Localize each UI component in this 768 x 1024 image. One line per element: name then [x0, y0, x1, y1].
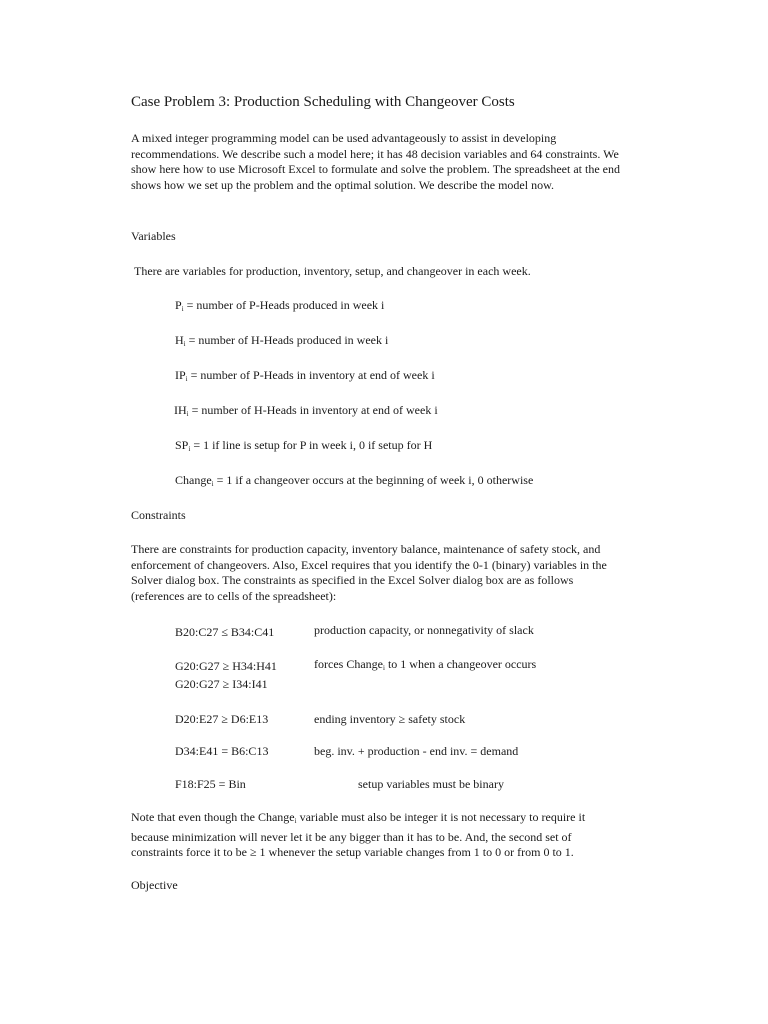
constraint-description: setup variables must be binary [358, 777, 504, 791]
constraint-subscript: i [382, 664, 385, 672]
variable-sp [175, 438, 432, 453]
variable-symbol: H [175, 333, 184, 347]
variable-definition: = number of P-Heads in inventory at end of week i [187, 368, 435, 382]
variable-h [175, 333, 388, 348]
variable-subscript: i [186, 410, 189, 418]
constraint-description-text: to 1 when a changeover occurs [384, 657, 537, 671]
intro-paragraph: A mixed integer programming model can be used advantageously to assist in developing recommendations. We describe such a model here; it has 48 decision variables and 64 constraints. We show here how to use Microsoft Excel to formulate and solve the problem. The spreadsheet at the end shows how we set up the problem and the optimal solution. We describe the model now. [131, 131, 620, 192]
variable-symbol: P [175, 298, 182, 312]
constraint-description: ending inventory ≥ safety stock [314, 712, 466, 726]
variable-ih [174, 403, 438, 418]
constraint-expression: B20:C27 ≤ B34:C41 [175, 625, 275, 639]
variable-definition: = number of P-Heads produced in week i [183, 298, 385, 312]
variable-symbol: SP [175, 438, 189, 452]
variable-symbol: IP [175, 368, 186, 382]
variable-subscript: i [185, 375, 188, 383]
variable-change [175, 473, 533, 488]
variable-definition: = number of H-Heads in inventory at end of week i [188, 403, 438, 417]
constraint-expression: D34:E41 = B6:C13 [175, 744, 269, 758]
note-text: variable must also be integer it is not necessary to require it because minimization will never let it be any bigger than it has to be. And, the second set of constraints force it to be ≥ 1 whenever the setup variable changes from 1 to 0 or from 0 to 1. [131, 810, 586, 859]
variable-ip [175, 368, 435, 383]
variable-definition: = 1 if line is setup for P in week i, 0 if setup for H [190, 438, 433, 452]
variable-p [175, 298, 384, 313]
variable-symbol: Change [175, 473, 212, 487]
page-title: Case Problem 3: Production Scheduling with Changeover Costs [131, 94, 515, 110]
variable-symbol: IH [174, 403, 187, 417]
variable-definition: = number of H-Heads produced in week i [185, 333, 389, 347]
constraint-expression: G20:G27 ≥ I34:I41 [175, 677, 268, 691]
constraint-description-text: forces Change [314, 657, 383, 671]
constraints-heading: Constraints [131, 508, 186, 522]
variables-heading: Variables [131, 229, 176, 243]
note-text: Note that even though the Change [131, 810, 295, 824]
note-paragraph [131, 810, 621, 861]
constraint-description [314, 657, 536, 672]
note-subscript: i [294, 817, 297, 825]
constraint-expression: D20:E27 ≥ D6:E13 [175, 712, 269, 726]
constraint-description: beg. inv. + production - end inv. = demand [314, 744, 519, 758]
constraint-expression: G20:G27 ≥ H34:H41 [175, 659, 277, 673]
constraint-description: production capacity, or nonnegativity of slack [314, 623, 534, 637]
variable-definition: = 1 if a changeover occurs at the beginning of week i, 0 otherwise [213, 473, 534, 487]
objective-heading: Objective [131, 878, 178, 892]
variables-intro: There are variables for production, inventory, setup, and changeover in each week. [134, 264, 531, 278]
variable-subscript: i [211, 480, 214, 488]
constraints-intro: There are constraints for production capacity, inventory balance, maintenance of safety stock, and enforcement of changeovers. Also, Excel requires that you identify the 0-1 (binary) variables in the Solver dialog box. The constraints as specified in the Excel Solver dialog box are as follows (references are to cells of the spreadsheet): [131, 542, 607, 603]
variable-subscript: i [188, 445, 191, 453]
variable-subscript: i [181, 305, 184, 313]
constraint-expression: F18:F25 = Bin [175, 777, 246, 791]
variable-subscript: i [183, 340, 186, 348]
